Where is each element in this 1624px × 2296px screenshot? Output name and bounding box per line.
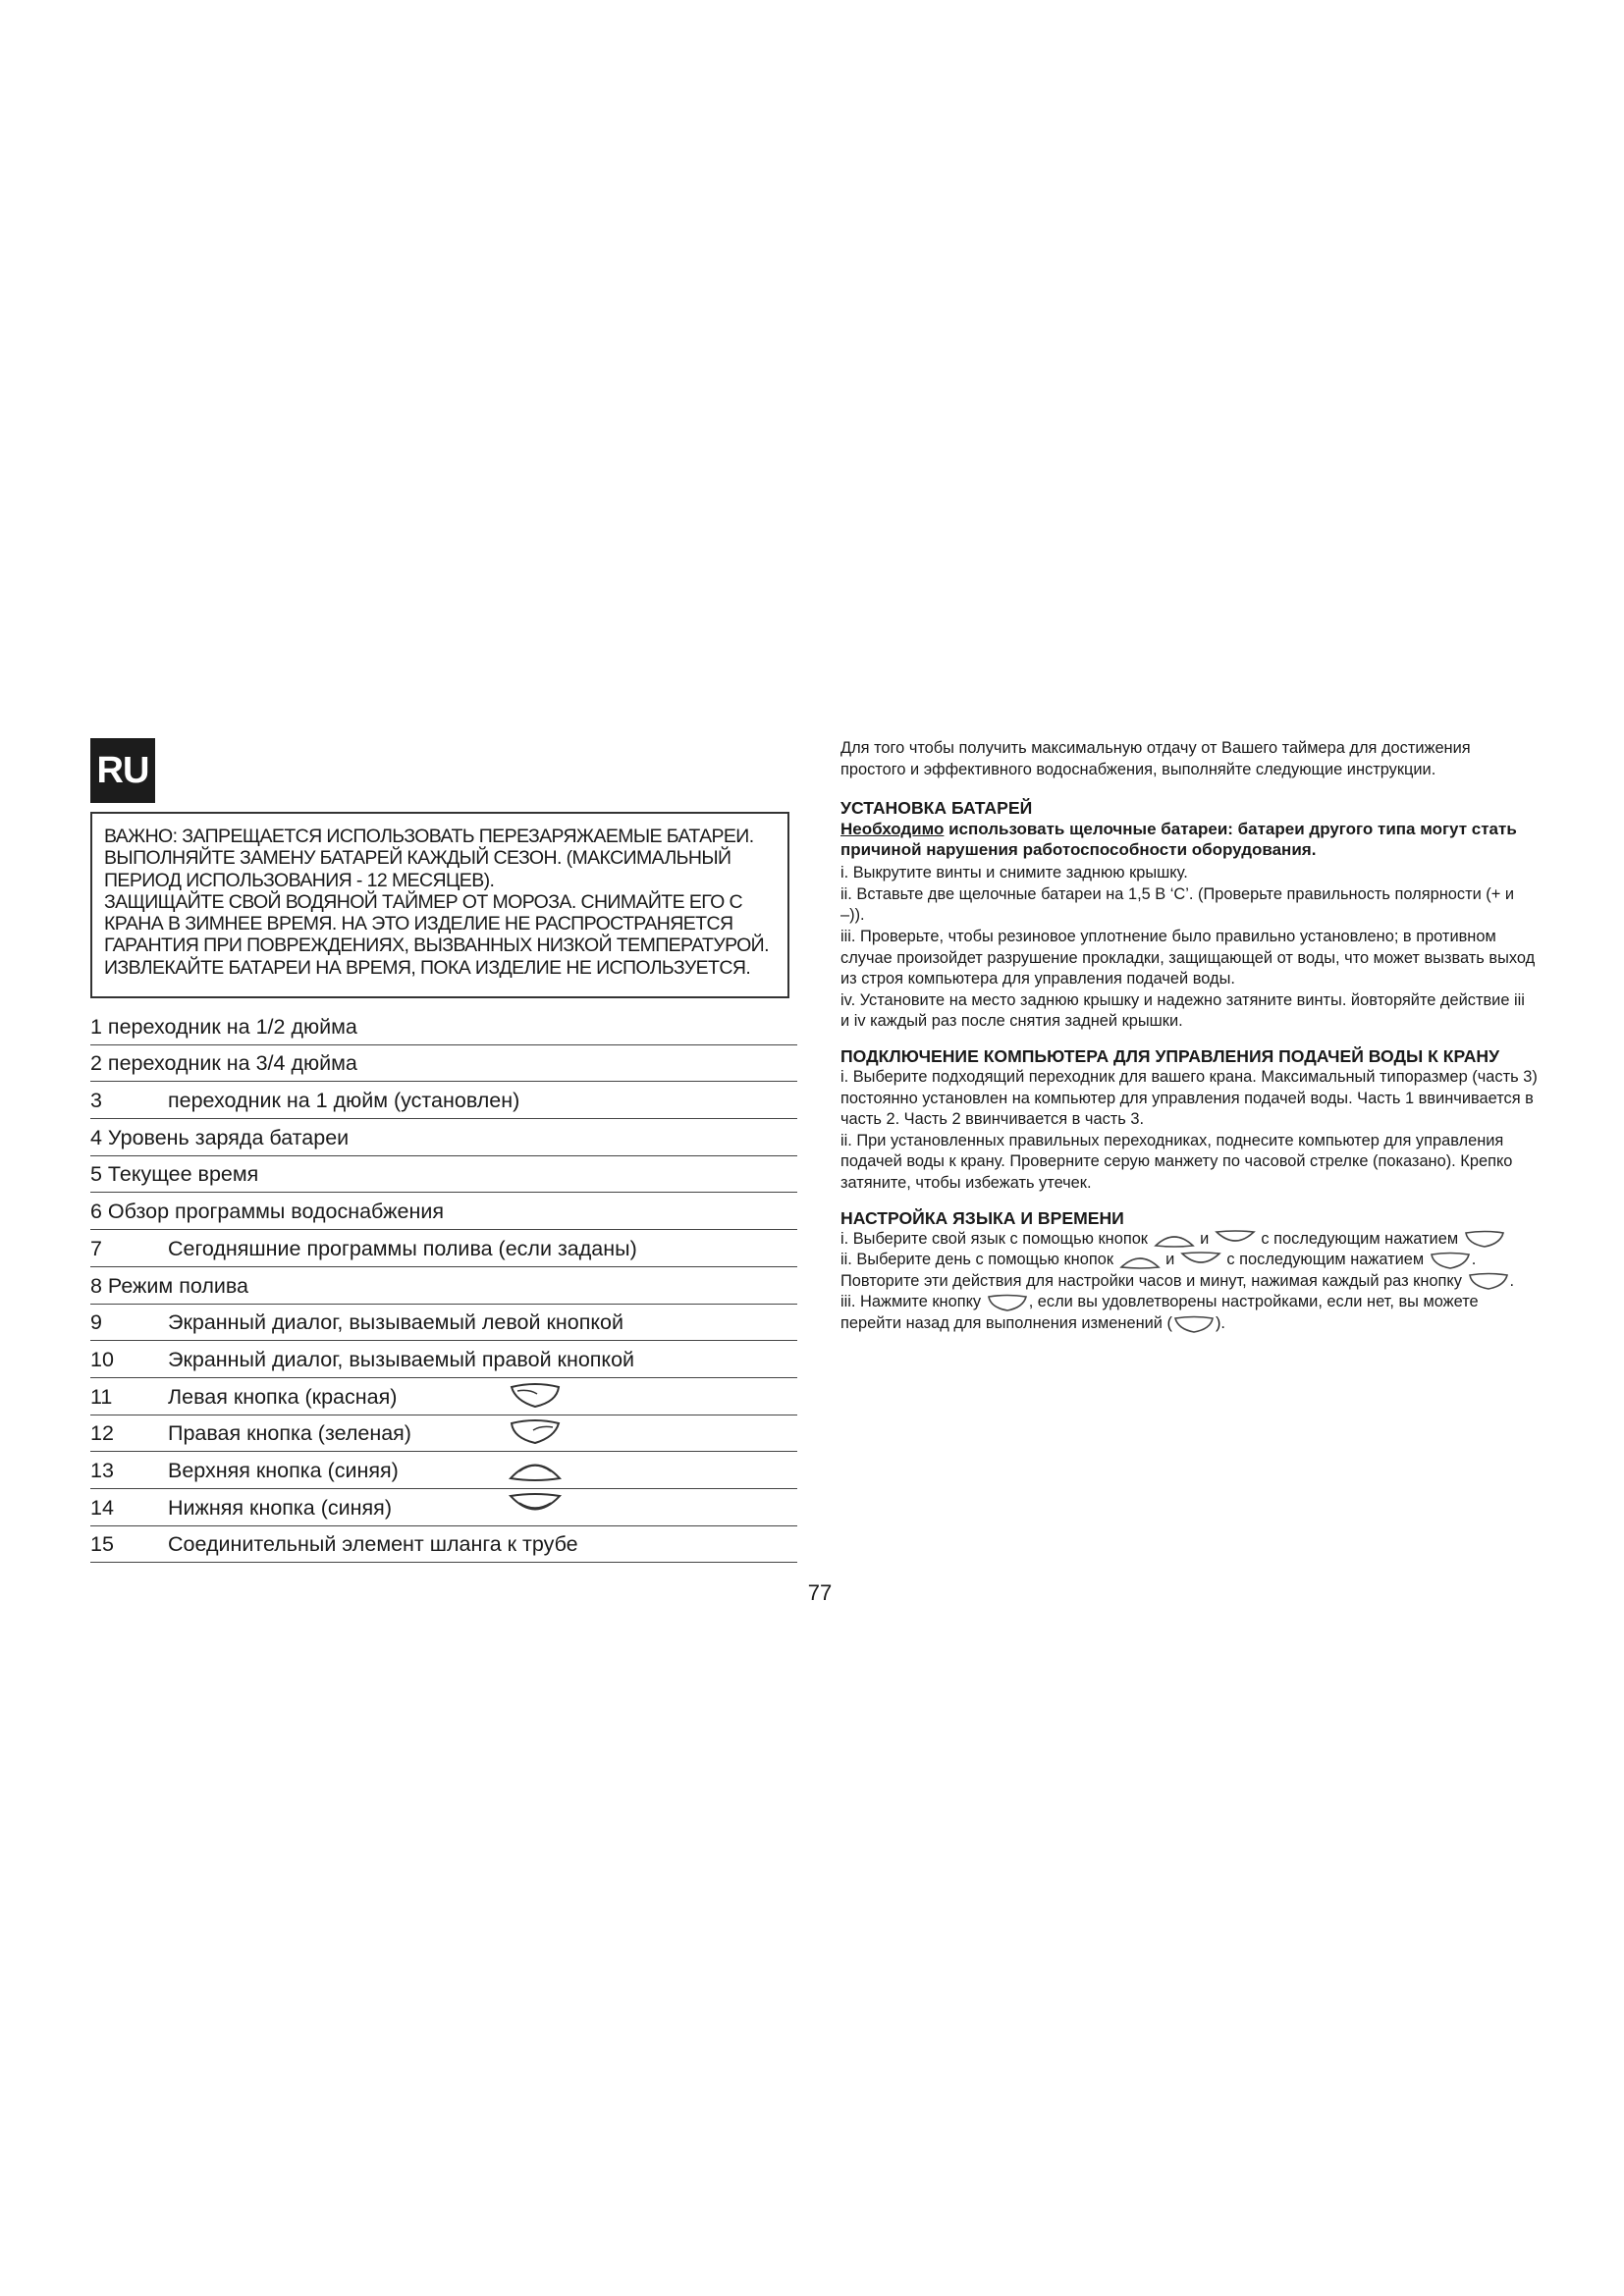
part-number: 12	[90, 1421, 114, 1446]
part-text: 5 Текущее время	[90, 1162, 259, 1187]
down-button-icon	[1179, 1251, 1222, 1270]
language-badge: RU	[90, 738, 155, 803]
up-button-icon	[1118, 1251, 1162, 1270]
part-number: 7	[90, 1236, 102, 1260]
parts-row	[90, 1341, 797, 1378]
warning-line: ПЕРИОД ИСПОЛЬЗОВАНИЯ - 12 МЕСЯЦЕВ).	[104, 869, 495, 891]
connect-heading: ПОДКЛЮЧЕНИЕ КОМПЬЮТЕРА ДЛЯ УПРАВЛЕНИЯ ПОДАЧЕЙ ВОДЫ К КРАНУ	[840, 1045, 1500, 1066]
part-number: 14	[90, 1495, 114, 1520]
part-text: Правая кнопка (зеленая)	[168, 1421, 411, 1446]
part-text: Верхняя кнопка (синяя)	[168, 1458, 399, 1482]
connect-step: i. Выберите подходящий переходник для вашего крана. Максимальный типоразмер (часть 3) постоянно установлен на компьютер для управления подачей воды. Часть 1 ввинчивается в часть 2. Часть 2 ввинчивается в часть 3.	[840, 1067, 1538, 1129]
battery-step: iii. Проверьте, чтобы резиновое уплотнение было правильно установлено; в противном случае произойдет разрушение прокладки, защищающей от воды, что может вызвать выход из строя компьютера для управления подачей воды.	[840, 927, 1536, 988]
right-button-icon	[508, 1416, 563, 1446]
down-button-icon	[508, 1491, 563, 1521]
step-text: с последующим нажатием	[1226, 1251, 1425, 1269]
part-number: 9	[90, 1310, 102, 1335]
parts-row	[90, 1082, 797, 1119]
parts-row	[90, 1415, 797, 1453]
part-text: 1 переходник на 1/2 дюйма	[90, 1014, 357, 1039]
battery-note-text: использовать щелочные батареи: батареи другого типа могут стать причиной нарушения работоспособности оборудования.	[840, 820, 1517, 860]
part-text: 4 Уровень заряда батареи	[90, 1125, 350, 1149]
warning-line: ГАРАНТИЯ ПРИ ПОВРЕЖДЕНИЯХ, ВЫЗВАННЫХ НИЗКОЙ ТЕМПЕРАТУРОЙ.	[104, 934, 769, 957]
right-button-icon	[986, 1293, 1029, 1312]
battery-note	[840, 819, 1538, 860]
warning-line: ВЫПОЛНЯЙТЕ ЗАМЕНУ БАТАРЕЙ КАЖДЫЙ СЕЗОН. (МАКСИМАЛЬНЫЙ	[104, 847, 731, 870]
step-text: , если вы удовлетворены настройками, если нет, вы можете перейти назад для выполнения изменений (	[840, 1293, 1479, 1332]
parts-row	[90, 1193, 797, 1230]
warning-line: ЗАЩИЩАЙТЕ СВОЙ ВОДЯНОЙ ТАЙМЕР ОТ МОРОЗА. СНИМАЙТЕ ЕГО С	[104, 890, 742, 913]
step-text: ii. Выберите день с помощью кнопок	[840, 1251, 1114, 1269]
part-text: 6 Обзор программы водоснабжения	[90, 1200, 444, 1224]
part-text: 2 переходник на 3/4 дюйма	[90, 1051, 357, 1076]
parts-row	[90, 1267, 797, 1305]
parts-row	[90, 1230, 797, 1267]
battery-heading: УСТАНОВКА БАТАРЕЙ	[840, 798, 1033, 819]
part-text: Сегодняшние программы полива (если заданы)	[168, 1236, 637, 1260]
left-button-icon	[508, 1380, 563, 1410]
connect-step: ii. При установленных правильных переходниках, поднесите компьютер для управления подачей воды к крану. Проверните серую манжету по часовой стрелке (показано). Крепко затяните, чтобы избежать утечек.	[840, 1131, 1513, 1192]
part-number: 11	[90, 1384, 113, 1409]
parts-row	[90, 1045, 797, 1083]
parts-row	[90, 1452, 797, 1489]
page-number: 77	[807, 1580, 833, 1605]
right-button-icon	[1429, 1251, 1472, 1270]
step-text: ).	[1215, 1313, 1225, 1332]
part-text: Нижняя кнопка (синяя)	[168, 1495, 392, 1520]
warning-line: ВАЖНО: ЗАПРЕЩАЕТСЯ ИСПОЛЬЗОВАТЬ ПЕРЕЗАРЯЖАЕМЫЕ БАТАРЕИ.	[104, 826, 754, 847]
part-text: Соединительный элемент шланга к трубе	[168, 1532, 578, 1557]
language-time-heading: НАСТРОЙКА ЯЗЫКА И ВРЕМЕНИ	[840, 1207, 1124, 1228]
warning-line: КРАНА В ЗИМНЕЕ ВРЕМЯ. НА ЭТО ИЗДЕЛИЕ НЕ РАСПРОСТРАНЯЕТСЯ	[104, 913, 733, 935]
battery-step: iv. Установите на место заднюю крышку и надежно затяните винты. йовторяйте действие iii и iv каждый раз после снятия задней крышки.	[840, 990, 1525, 1031]
parts-row	[90, 1156, 797, 1194]
part-text: Экранный диалог, вызываемый правой кнопкой	[168, 1347, 635, 1371]
language-time-step	[840, 1250, 1538, 1292]
step-text: с последующим нажатием	[1261, 1229, 1459, 1248]
battery-step: i. Выкрутите винты и снимите заднюю крышку.	[840, 864, 1188, 882]
right-button-icon	[1463, 1229, 1506, 1249]
part-text: Экранный диалог, вызываемый левой кнопкой	[168, 1310, 623, 1335]
part-number: 15	[90, 1532, 114, 1557]
parts-row	[90, 1489, 797, 1526]
part-number: 13	[90, 1458, 114, 1482]
warning-line: ИЗВЛЕКАЙТЕ БАТАРЕИ НА ВРЕМЯ, ПОКА ИЗДЕЛИЕ НЕ ИСПОЛЬЗУЕТСЯ.	[104, 956, 751, 979]
instructions-column	[840, 738, 1538, 1334]
parts-row	[90, 1526, 797, 1564]
up-button-icon	[1153, 1229, 1196, 1249]
intro-paragraph: Для того чтобы получить максимальную отдачу от Вашего таймера для достижения простого и эффективного водоснабжения, выполняйте следующие инструкции.	[840, 739, 1471, 778]
step-text: i. Выберите свой язык с помощью кнопок	[840, 1229, 1148, 1248]
parts-row	[90, 1008, 797, 1045]
parts-row	[90, 1119, 797, 1156]
language-time-step	[840, 1292, 1538, 1334]
step-text: iii. Нажмите кнопку	[840, 1293, 982, 1311]
left-button-icon	[1172, 1314, 1216, 1334]
step-text: и	[1165, 1251, 1175, 1269]
parts-list	[90, 1008, 797, 1563]
battery-note-emphasis: Необходимо	[840, 820, 945, 839]
parts-row	[90, 1378, 797, 1415]
step-text: . Повторите эти действия для настройки часов и минут, нажимая каждый раз кнопку	[840, 1251, 1477, 1290]
down-button-icon	[1214, 1229, 1257, 1249]
step-text: и	[1200, 1229, 1210, 1248]
up-button-icon	[508, 1454, 563, 1483]
parts-row	[90, 1305, 797, 1342]
part-text: 8 Режим полива	[90, 1273, 249, 1298]
part-number: 10	[90, 1347, 114, 1371]
warning-box	[90, 812, 789, 998]
part-text: переходник на 1 дюйм (установлен)	[168, 1089, 520, 1113]
battery-step: ii. Вставьте две щелочные батареи на 1,5 В ‘C’. (Проверьте правильность полярности (+ и –)).	[840, 884, 1515, 925]
step-text: .	[1509, 1271, 1515, 1290]
part-text: Левая кнопка (красная)	[168, 1384, 398, 1409]
right-button-icon	[1467, 1271, 1510, 1291]
part-number: 3	[90, 1089, 102, 1113]
language-time-step	[840, 1229, 1538, 1251]
